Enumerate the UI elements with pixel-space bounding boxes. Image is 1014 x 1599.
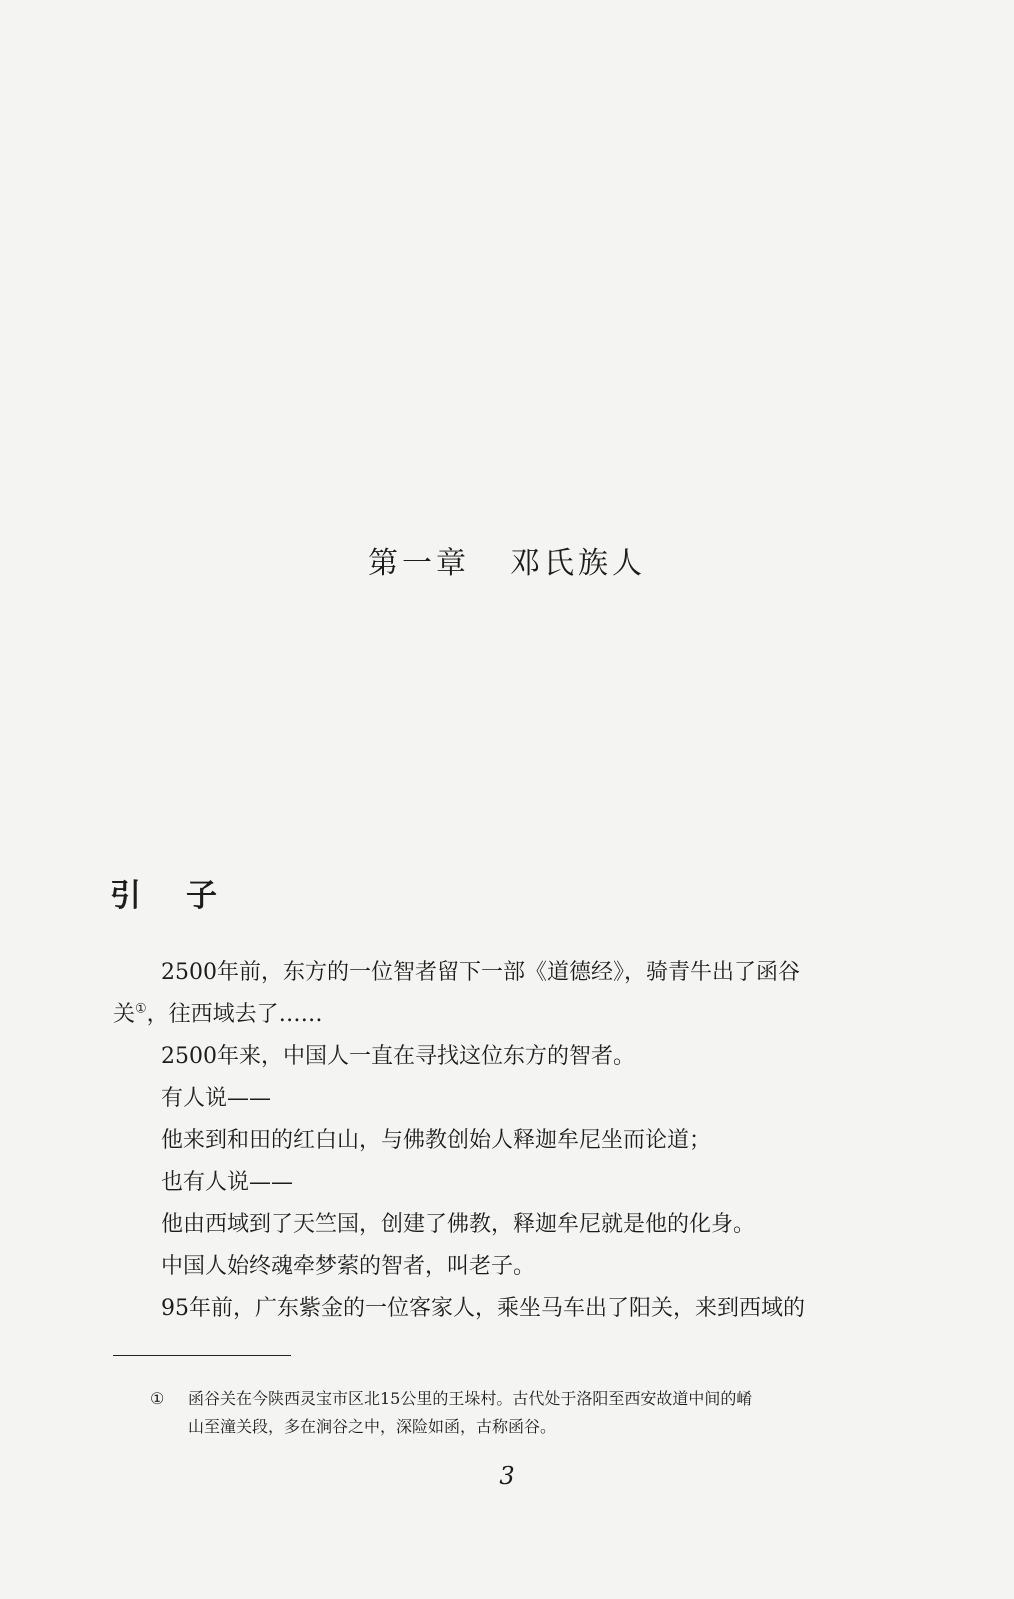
paragraph: 95年前，广东紫金的一位客家人，乘坐马车出了阳关，来到西域的 (161, 1296, 805, 1321)
paragraph: 他由西域到了天竺国，创建了佛教，释迦牟尼就是他的化身。 (161, 1212, 756, 1237)
paragraph: 也有人说—— (161, 1170, 294, 1195)
footnote-marker: ① (150, 1389, 165, 1408)
section-heading: 引 子 (110, 878, 217, 914)
paragraph: 2500年前，东方的一位智者留下一部《道德经》，骑青牛出了函谷 (161, 960, 800, 985)
paragraph: 2500年来，中国人一直在寻找这位东方的智者。 (161, 1044, 635, 1069)
footnote (150, 1385, 870, 1441)
paragraph: 中国人始终魂牵梦萦的智者，叫老子。 (161, 1254, 536, 1279)
page-number: 3 (499, 1462, 515, 1490)
footnote-line: 山至潼关段，多在涧谷之中，深险如函，古称函谷。 (188, 1417, 557, 1436)
chapter-number: 第一章 (368, 546, 470, 581)
paragraph: 有人说—— (161, 1086, 272, 1111)
chapter-title (0, 538, 1014, 582)
footnote-reference[interactable]: ① (135, 1001, 147, 1017)
footnote-divider (113, 1355, 291, 1356)
paragraph: 他来到和田的红白山，与佛教创始人释迦牟尼坐而论道； (161, 1128, 712, 1153)
body-text (113, 952, 873, 1330)
chapter-name: 邓氏族人 (510, 546, 646, 581)
paragraph-continuation: 关①，往西域去了…… (113, 1001, 323, 1027)
footnote-line: ① 函谷关在今陕西灵宝市区北15公里的王垛村。古代处于洛阳至西安故道中间的崤 (150, 1385, 870, 1413)
